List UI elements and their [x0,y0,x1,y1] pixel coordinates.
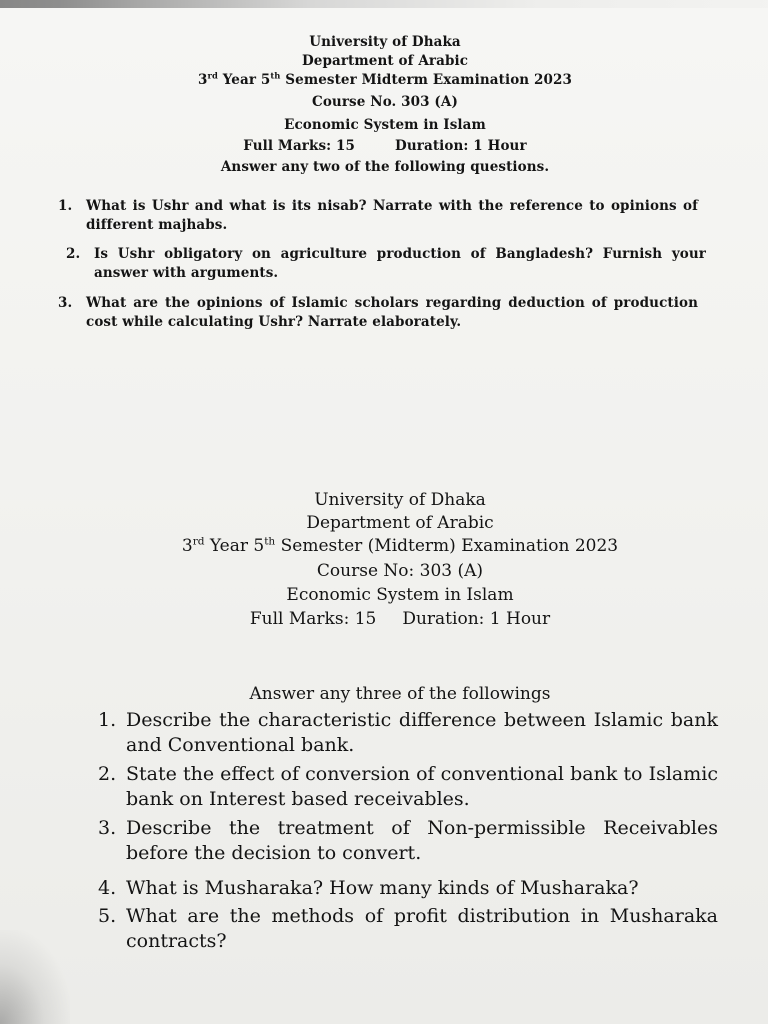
paper-top-edge-shadow [0,0,768,8]
course-number: Course No: 303 (A) [316,561,484,581]
exam-title: 3rd Year 5th Semester (Midterm) Examination 2023 [181,535,619,556]
question-number: 3. [58,295,73,311]
question-text: State the effect of conversion of conventional bank to Islamic bank on Interest based receivables. [126,763,718,810]
question-item [98,816,718,866]
exam-title: 3rd Year 5th Semester Midterm Examination 2023 [197,70,572,88]
question-number: 1. [98,709,117,731]
question-text: What is Musharaka? How many kinds of Musharaka? [126,877,639,899]
marks-duration-line [140,609,660,629]
question-number: 4. [98,877,117,899]
question-item [98,876,718,901]
question-text: Describe the treatment of Non-permissible Receivables before the decision to convert. [126,817,718,864]
question-text: What are the methods of profit distribution in Musharaka contracts? [126,905,718,952]
full-marks: Full Marks: 15 [249,609,377,629]
question-text: What are the opinions of Islamic scholars regarding deduction of production cost while calculating Ushr? Narrate elaborately. [86,295,698,330]
question-item [58,197,698,235]
university-name: University of Dhaka [314,490,486,510]
instruction: Answer any three of the followings [249,684,551,704]
course-number: Course No. 303 (A) [311,94,458,110]
question-text: Describe the characteristic difference between Islamic bank and Conventional bank. [126,709,718,756]
question-item [98,762,718,812]
paper-corner-shadow [0,930,70,1024]
question-number: 1. [58,198,73,214]
question-item [98,708,718,758]
question-text: Is Ushr obligatory on agriculture production of Bangladesh? Furnish your answer with arguments. [94,246,706,281]
full-marks: Full Marks: 15 [243,138,356,154]
marks-duration-line [150,138,620,154]
instruction: Answer any two of the following questions. [220,159,550,175]
duration: Duration: 1 Hour [402,609,551,629]
university-name: University of Dhaka [309,34,461,50]
course-subject: Economic System in Islam [284,117,486,133]
duration: Duration: 1 Hour [395,138,527,154]
department-name: Department of Arabic [306,513,494,533]
question-number: 5. [98,905,117,927]
course-subject: Economic System in Islam [286,585,514,605]
question-item [98,904,718,954]
question-number: 2. [66,246,81,262]
question-item [66,245,706,283]
question-number: 2. [98,763,117,785]
department-name: Department of Arabic [301,53,469,69]
question-item [58,294,698,332]
question-number: 3. [98,817,117,839]
question-text: What is Ushr and what is its nisab? Narrate with the reference to opinions of different majhabs. [86,198,698,233]
